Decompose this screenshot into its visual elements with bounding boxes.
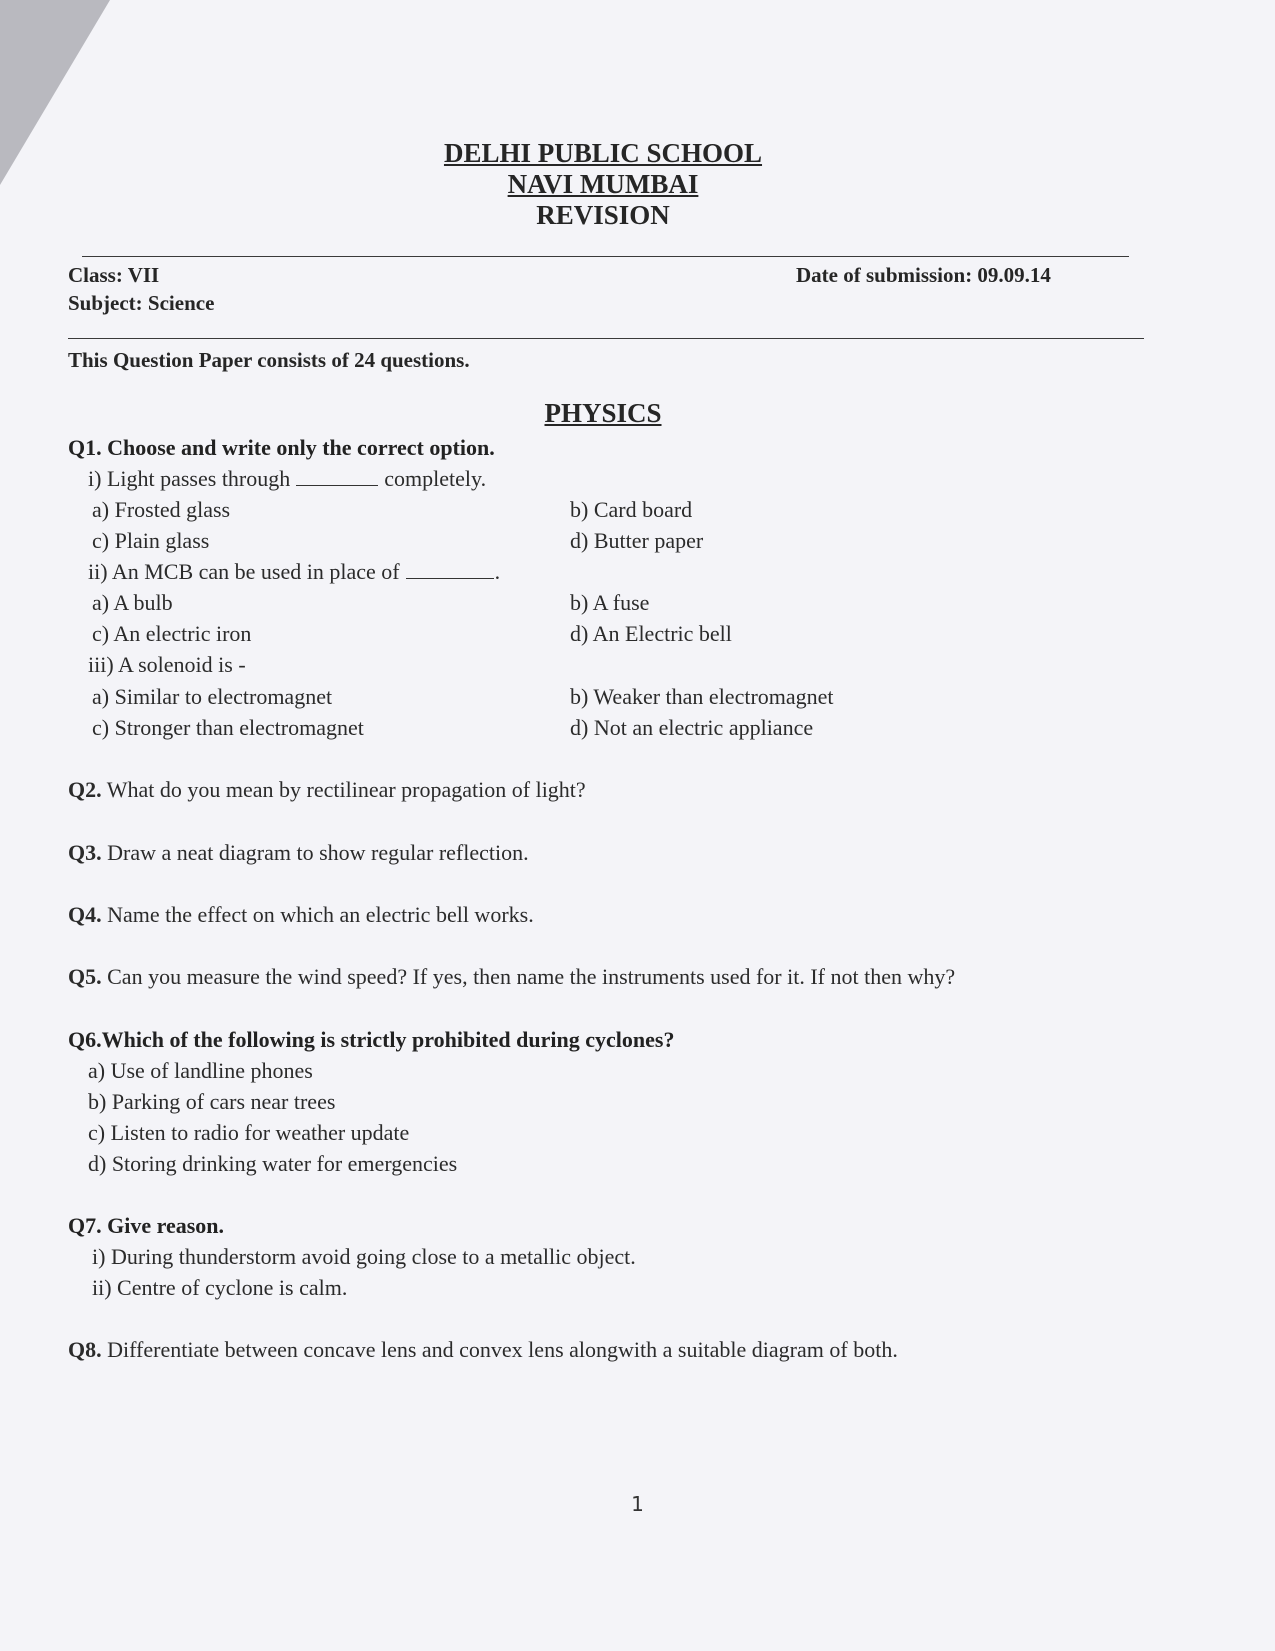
paper-note: This Question Paper consists of 24 questions.: [68, 348, 470, 372]
q1-i-option-b: b) Card board: [570, 497, 693, 522]
section-heading-physics: PHYSICS: [544, 398, 662, 428]
q6-option-b: b) Parking of cars near trees: [88, 1089, 336, 1114]
q6-option-a: a) Use of landline phones: [88, 1058, 313, 1083]
q1-i-stem-end: completely.: [384, 466, 487, 491]
page-number: 1: [631, 1492, 644, 1516]
header-rule-bottom: [68, 338, 1144, 339]
q1-i-option-a: a) Frosted glass: [92, 497, 231, 522]
q7-reason-ii: ii) Centre of cyclone is calm.: [92, 1275, 348, 1300]
q4-text: Name the effect on which an electric bell works.: [107, 902, 534, 927]
school-city: NAVI MUMBAI: [507, 169, 699, 199]
q7-reason-i: i) During thunderstorm avoid going close to a metallic object.: [92, 1244, 636, 1269]
q8: [68, 1337, 898, 1363]
q8-text: Differentiate between concave lens and convex lens alongwith a suitable diagram of both.: [107, 1337, 898, 1362]
subject-label: Subject: Science: [68, 291, 215, 315]
q1-i-stem: [88, 466, 486, 492]
school-name: DELHI PUBLIC SCHOOL: [443, 138, 763, 168]
q1-iii-option-a: a) Similar to electromagnet: [92, 684, 333, 709]
q6-heading: Q6.Which of the following is strictly prohibited during cyclones?: [68, 1027, 675, 1052]
q3-text: Draw a neat diagram to show regular reflection.: [107, 840, 529, 865]
q4: [68, 902, 534, 928]
header-rule-top: [82, 256, 1129, 257]
q6-option-d: d) Storing drinking water for emergencies: [88, 1151, 458, 1176]
q1-ii-option-d: d) An Electric bell: [570, 621, 732, 646]
q2-number: Q2.: [68, 777, 102, 802]
q1-heading: Q1. Choose and write only the correct option.: [68, 435, 495, 460]
paper-title: REVISION: [536, 200, 670, 230]
q1-i-stem-start: i) Light passes through: [88, 466, 291, 491]
q4-number: Q4.: [68, 902, 102, 927]
q1-ii-option-b: b) A fuse: [570, 590, 650, 615]
q1-iii-stem: iii) A solenoid is -: [88, 652, 246, 677]
q3: [68, 840, 529, 866]
q2: [68, 777, 586, 803]
q5-number: Q5.: [68, 964, 102, 989]
q1-iii-option-d: d) Not an electric appliance: [570, 715, 814, 740]
submission-date: Date of submission: 09.09.14: [796, 263, 1051, 287]
answer-blank: [296, 484, 378, 486]
class-label: Class: VII: [68, 263, 160, 287]
q6-option-c: c) Listen to radio for weather update: [88, 1120, 410, 1145]
q2-text: What do you mean by rectilinear propagation of light?: [106, 777, 586, 802]
q1-ii-option-a: a) A bulb: [92, 590, 173, 615]
q7-heading: Q7. Give reason.: [68, 1213, 225, 1238]
q3-number: Q3.: [68, 840, 102, 865]
q1-iii-option-b: b) Weaker than electromagnet: [570, 684, 834, 709]
q1-i-option-d: d) Butter paper: [570, 528, 704, 553]
q5-text: Can you measure the wind speed? If yes, then name the instruments used for it. If not then why?: [107, 964, 956, 989]
q1-ii-stem: [88, 559, 500, 585]
q1-ii-option-c: c) An electric iron: [92, 621, 252, 646]
q1-iii-option-c: c) Stronger than electromagnet: [92, 715, 364, 740]
q1-i-option-c: c) Plain glass: [92, 528, 210, 553]
q5: [68, 964, 955, 990]
q1-ii-stem-end: .: [494, 559, 501, 584]
q8-number: Q8.: [68, 1337, 102, 1362]
answer-blank: [406, 577, 494, 579]
q1-ii-stem-start: ii) An MCB can be used in place of: [88, 559, 400, 584]
